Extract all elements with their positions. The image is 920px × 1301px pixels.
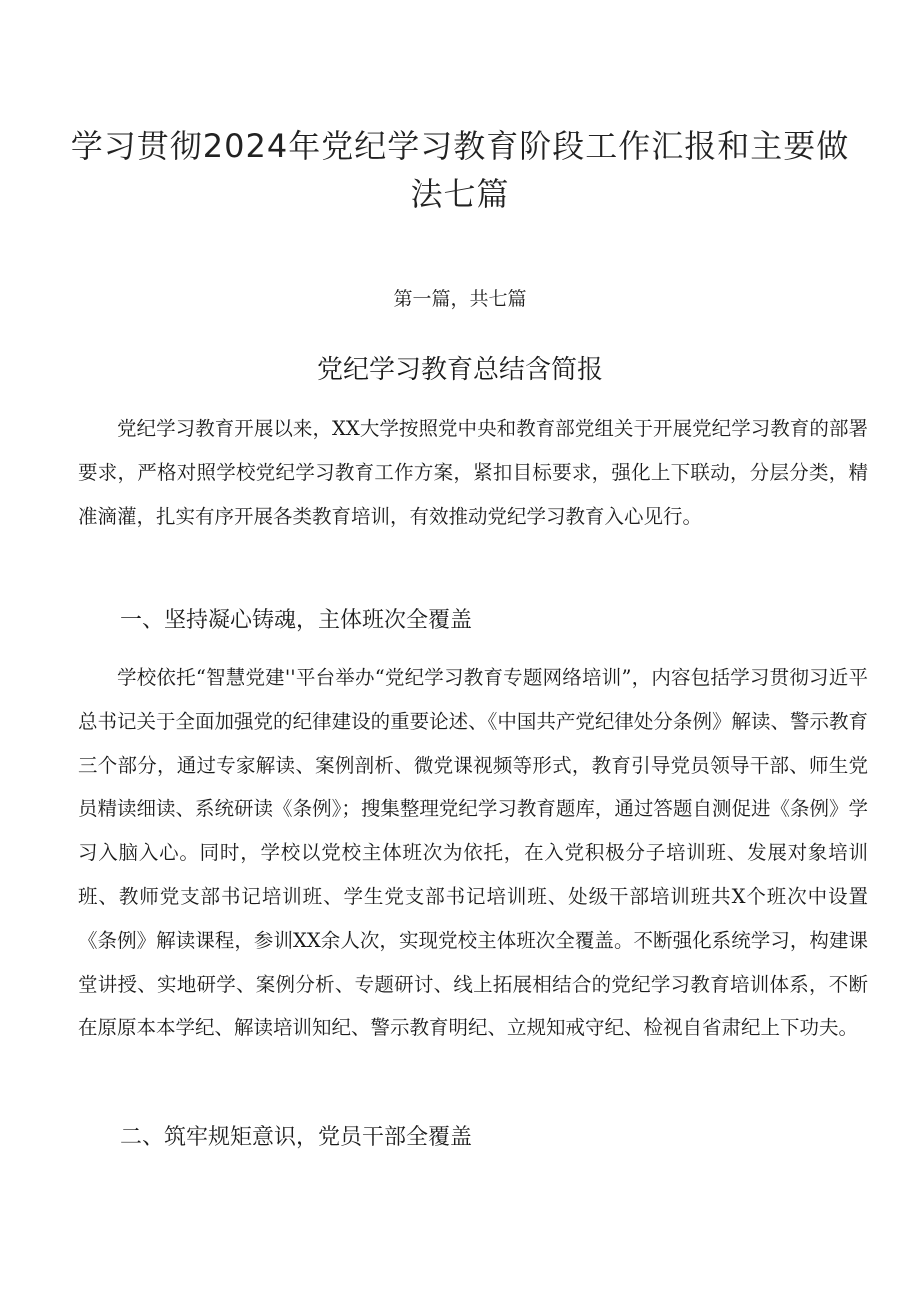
part-label: 第一篇，共七篇 bbox=[393, 288, 527, 310]
section-heading-2: 二、筑牢规矩意识，党员干部全覆盖 bbox=[120, 1125, 473, 1150]
intro-paragraph: 党纪学习教育开展以来，XX大学按照党中央和教育部党组关于开展党纪学习教育的部署要求，严格对照学校党纪学习教育工作方案，紧扣目标要求，强化上下联动，分层分类，精准滴灌，扎实有序开展各类教育培训，有效推动党纪学习教育入心见行。 bbox=[78, 417, 868, 528]
section-1-paragraph: 学校依托“智慧党建''平台举办“党纪学习教育专题网络培训”，内容包括学习贯彻习近平总书记关于全面加强党的纪律建设的重要论述、《中国共产党纪律处分条例》解读、警示教育三个部分，通过专家解读、案例剖析、微党课视频等形式，教育引导党员领导干部、师生党员精读细读、系统研读《条例》；搜集整理党纪学习教育题库，通过答题自测促进《条例》学习入脑入心。同时，学校以党校主体班次为依托，在入党积极分子培训班、发展对象培训班、教师党支部书记培训班、学生党支部书记培训班、处级干部培训班共X个班次中设置《条例》解读课程，参训XX余人次，实现党校主体班次全覆盖。不断强化系统学习，构建课堂讲授、实地研学、案例分析、专题研讨、线上拓展相结合的党纪学习教育培训体系，不断在原原本本学纪、解读培训知纪、警示教育明纪、立规知戒守纪、检视自省肃纪上下功夫。 bbox=[78, 666, 868, 1040]
article-title: 党纪学习教育总结含简报 bbox=[316, 355, 603, 385]
section-heading-1: 一、坚持凝心铸魂，主体班次全覆盖 bbox=[120, 608, 473, 633]
document-title: 学习贯彻2024年党纪学习教育阶段工作汇报和主要做法七篇 bbox=[70, 127, 850, 213]
